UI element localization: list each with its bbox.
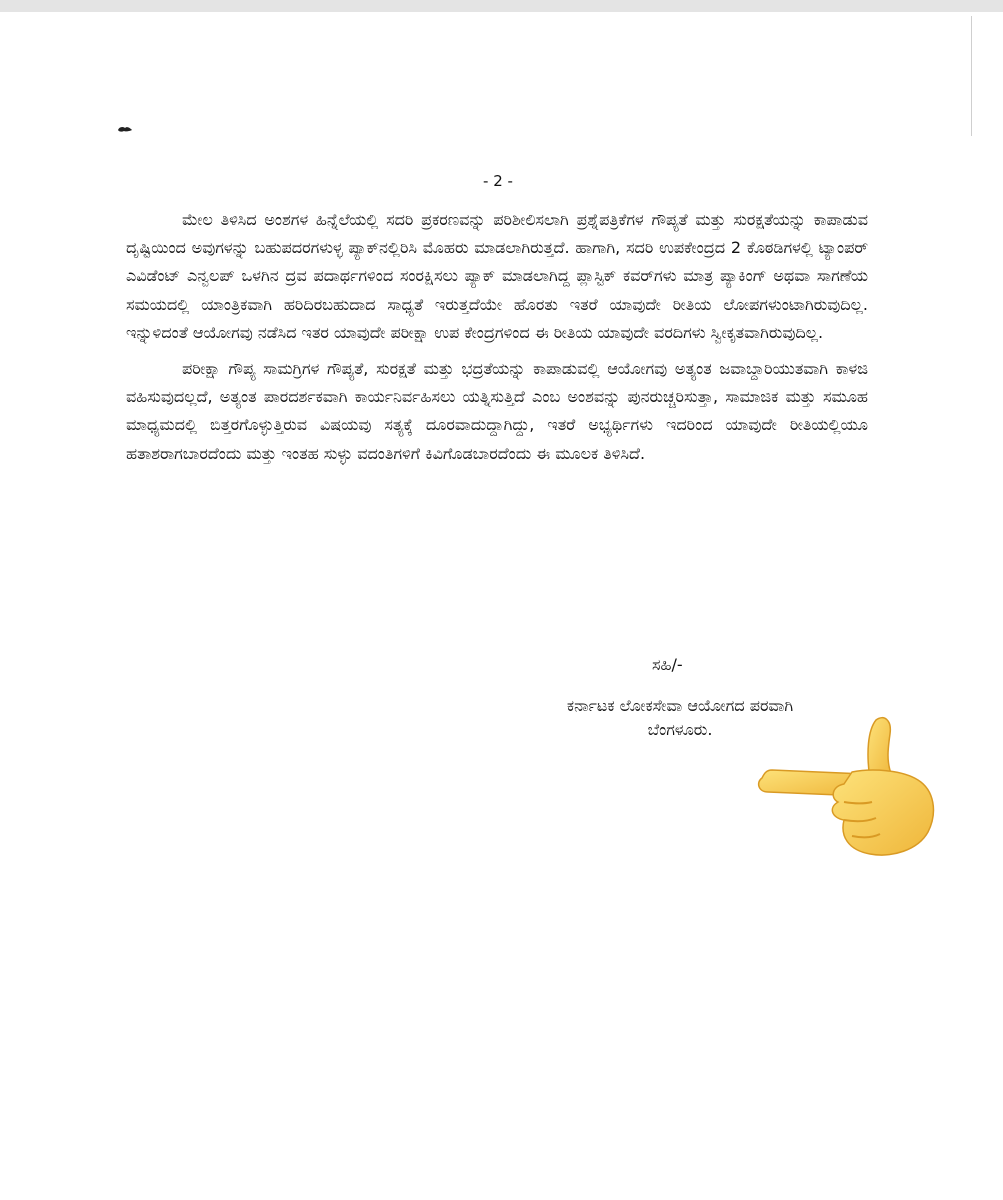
paragraph-2: ಪರೀಕ್ಷಾ ಗೌಪ್ಯ ಸಾಮಗ್ರಿಗಳ ಗೌಪ್ಯತೆ, ಸುರಕ್ಷತೆ ಮತ್ತು ಭದ್ರತೆಯನ್ನು ಕಾಪಾಡುವಲ್ಲಿ ಆಯೋಗವು ಅತ್ಯಂತ ಜವಾಬ್ದಾರಿಯುತವಾಗಿ ಕಾಳಜಿ ವಹಿಸುವುದಲ್ಲದೆ, ಅತ್ಯಂತ ಪಾರದರ್ಶಕವಾಗಿ ಕಾರ್ಯನಿರ್ವಹಿಸಲು ಯತ್ನಿಸುತ್ತಿದೆ ಎಂಬ ಅಂಶವನ್ನು ಪುನರುಚ್ಚರಿಸುತ್ತಾ, ಸಾಮಾಜಿಕ ಮತ್ತು ಸಮೂಹ ಮಾಧ್ಯಮದಲ್ಲಿ ಬಿತ್ತರಗೊಳ್ಳುತ್ತಿರುವ ವಿಷಯವು ಸತ್ಯಕ್ಕೆ ದೂರವಾದುದ್ದಾಗಿದ್ದು, ಇತರೆ ಅಭ್ಯರ್ಥಿಗಳು ಇದರಿಂದ ಯಾವುದೇ ರೀತಿಯಲ್ಲಿಯೂ ಹತಾಶರಾಗಬಾರದೆಂದು ಮತ್ತು ಇಂತಹ ಸುಳ್ಳು ವದಂತಿಗಳಿಗೆ ಕಿವಿಗೊಡಬಾರದೆಂದು ಈ ಮೂಲಕ ತಿಳಿಸಿದೆ. (126, 359, 868, 463)
page-edge-line (971, 16, 972, 136)
paragraph-1: ಮೇಲ ತಿಳಿಸಿದ ಅಂಶಗಳ ಹಿನ್ನೆಲೆಯಲ್ಲಿ ಸದರಿ ಪ್ರಕರಣವನ್ನು ಪರಿಶೀಲಿಸಲಾಗಿ ಪ್ರಶ್ನೆಪತ್ರಿಕೆಗಳ ಗೌಪ್ಯತೆ ಮತ್ತು ಸುರಕ್ಷತೆಯನ್ನು ಕಾಪಾಡುವ ದೃಷ್ಟಿಯಿಂದ ಅವುಗಳನ್ನು ಬಹುಪದರಗಳುಳ್ಳ ಪ್ಯಾಕ್‌ನಲ್ಲಿರಿಸಿ ಮೊಹರು ಮಾಡಲಾಗಿರುತ್ತದೆ. ಹಾಗಾಗಿ, ಸದರಿ ಉಪಕೇಂದ್ರದ 2 ಕೊಠಡಿಗಳಲ್ಲಿ ಟ್ಯಾಂಪರ್ ಎವಿಡೆಂಟ್ ಎನ್ವಲಪ್ ಒಳಗಿನ ದ್ರವ ಪದಾರ್ಥಗಳಿಂದ ಸಂರಕ್ಷಿಸಲು ಪ್ಯಾಕ್ ಮಾಡಲಾಗಿದ್ದ ಪ್ಲಾಸ್ಟಿಕ್ ಕವರ್‌ಗಳು ಮಾತ್ರ ಪ್ಯಾಕಿಂಗ್ ಅಥವಾ ಸಾಗಣೆಯ ಸಮಯದಲ್ಲಿ ಯಾಂತ್ರಿಕವಾಗಿ ಹರಿದಿರಬಹುದಾದ ಸಾಧ್ಯತೆ ಇರುತ್ತದೆಯೇ ಹೊರತು ಇತರೆ ಯಾವುದೇ ರೀತಿಯ ಲೋಪಗಳುಂಟಾಗಿರುವುದಿಲ್ಲ. ಇನ್ನುಳಿದಂತೆ ಆಯೋಗವು ನಡೆಸಿದ ಇತರ ಯಾವುದೇ ಪರೀಕ್ಷಾ ಉಪ ಕೇಂದ್ರಗಳಿಂದ ಈ ರೀತಿಯ ಯಾವುದೇ ವರದಿಗಳು ಸ್ವೀಕೃತವಾಗಿರುವುದಿಲ್ಲ. (126, 210, 868, 342)
viewer-top-edge (0, 0, 1003, 12)
authority-name: ಕರ್ನಾಟಕ ಲೋಕಸೇವಾ ಆಯೋಗದ ಪರವಾಗಿ (566, 696, 794, 715)
letter-body (126, 206, 868, 476)
ink-blot-icon (116, 124, 134, 134)
signature: ಸಹಿ/- (652, 655, 683, 674)
pointing-hand-icon (752, 712, 942, 862)
authority-city: ಬೆಂಗಳೂರು. (647, 720, 713, 739)
page-number: - 2 - (483, 172, 513, 190)
